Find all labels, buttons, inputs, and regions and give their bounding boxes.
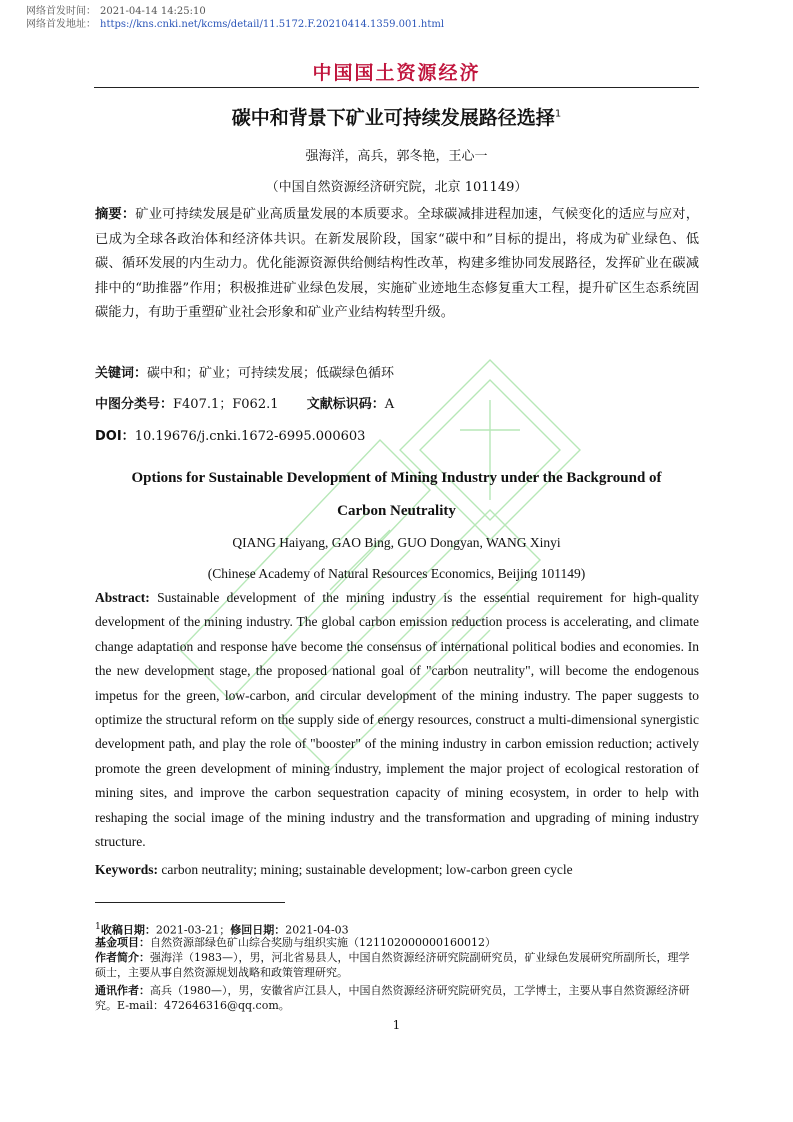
- title-footnote-mark: 1: [554, 108, 562, 120]
- doi-value: 10.19676/j.cnki.1672-6995.000603: [134, 429, 366, 444]
- author-bio-label: 作者简介：: [95, 951, 150, 964]
- affiliation-cn: （中国自然资源经济研究院，北京 101149）: [265, 180, 528, 195]
- abstract-cn-text: 矿业可持续发展是矿业高质量发展的本质要求。全球碳减排进程加速，气候变化的适应与应对，已成为全球各政治体和经济体共识。在新发展阶段，国家“碳中和”目标的提出，将成为矿业绿色、低碳、循环发展的内生动力。优化能源资源供给侧结构性改革，构建多维协同发展路径，发挥矿业在碳减排中的“助推器”作用；积极推进矿业绿色发展，实施矿业迹地生态修复重大工程，提升矿区生态系统固碳能力，有助于重塑矿业社会形象和矿业产业结构转型升级。: [95, 207, 700, 320]
- received-label: 收稿日期：: [100, 923, 156, 937]
- keywords-cn-label: 关键词：: [95, 366, 148, 381]
- abstract-en: [95, 586, 699, 854]
- publish-time-label: 网络首发时间：: [26, 6, 96, 17]
- corr-label: 通讯作者：: [95, 984, 150, 997]
- corr-value: 高兵（1980—），男，安徽省庐江县人，中国自然资源经济研究院研究员，工学博士，主要从事自然资源经济研究。E-mail：472646316@qq.com。: [95, 984, 690, 1012]
- fund-value: 自然资源部绿色矿山综合奖励与组织实施（121102000000160012）: [150, 936, 496, 949]
- affiliation-en: (Chinese Academy of Natural Resources Economics, Beijing 101149): [207, 566, 586, 581]
- doc-code-value: A: [384, 397, 395, 412]
- publish-time-value: 2021-04-14 14:25:10: [100, 6, 206, 17]
- footnote-corresponding: [95, 984, 700, 1013]
- abstract-en-label: Abstract:: [95, 590, 150, 605]
- publish-url: [26, 18, 444, 31]
- abstract-cn-label: 摘要：: [95, 207, 136, 222]
- footnote-fund: [95, 936, 700, 951]
- en-title-line2: Carbon Neutrality: [337, 503, 456, 519]
- footnote-mark: 1: [95, 921, 101, 932]
- clc-value: F407.1；F062.1: [173, 397, 279, 412]
- en-title-line1: Options for Sustainable Development of Mining Industry under the Background of: [131, 470, 662, 486]
- revised-value: 2021-04-03: [285, 923, 349, 937]
- doi-line: [95, 425, 365, 444]
- keywords-en-text: carbon neutrality; mining; sustainable development; low-carbon green cycle: [161, 862, 573, 877]
- footnote-author: [95, 951, 700, 980]
- fund-label: 基金项目：: [95, 936, 150, 949]
- page-number: 1: [392, 1018, 401, 1032]
- keywords-cn-text: 碳中和；矿业；可持续发展；低碳绿色循环: [147, 366, 395, 381]
- footnote-divider: [95, 902, 285, 903]
- publish-time: [26, 5, 206, 18]
- classification-line: [95, 393, 394, 412]
- publish-url-link[interactable]: https://kns.cnki.net/kcms/detail/11.5172.F.20210414.1359.001.html: [100, 19, 445, 30]
- doc-code-label: 文献标识码：: [306, 397, 385, 412]
- header-divider: [94, 87, 699, 88]
- paper-title-text: 碳中和背景下矿业可持续发展路径选择: [231, 107, 555, 129]
- journal-name: 中国国土资源经济: [312, 62, 481, 84]
- publish-url-label: 网络首发地址：: [26, 19, 96, 30]
- keywords-en: [95, 862, 573, 878]
- paper-title: [0, 103, 793, 130]
- keywords-en-label: Keywords:: [95, 862, 158, 877]
- received-value: 2021-03-21；: [155, 923, 231, 937]
- abstract-cn: [95, 203, 699, 326]
- keywords-cn: [95, 362, 394, 381]
- author-bio-value: 强海洋（1983—），男，河北省易县人，中国自然资源经济研究院副研究员，矿业绿色发展研究所副所长，理学硕士，主要从事自然资源规划战略和政策管理研究。: [95, 951, 690, 979]
- authors-en: QIANG Haiyang, GAO Bing, GUO Dongyan, WANG Xinyi: [232, 535, 561, 550]
- authors-cn: 强海洋，高兵，郭冬艳，王心一: [305, 149, 488, 164]
- abstract-en-text: Sustainable development of the mining industry is the essential requirement for high-quality development of the mining industry. The global carbon emission reduction process is accelerating, and climate change adaptation and response have become the consensus of international political bodies and economies. In the new development stage, the proposed national goal of "carbon neutrality", will become the endogenous impetus for the green, low-carbon, and circular development of the mining industry. The paper suggests to optimize the structural reform on the supply side of energy resources, construct a multi-dimensional synergistic development path, and play the role of "booster" of the mining industry in carbon emission reduction; actively promote the green development of mining industry, implement the major project of ecological restoration of mining sites, and improve the carbon sequestration capacity of mining ecosystem, in order to help with reshaping the social image of the mining industry and the transformation and upgrading of mining industry structure.: [95, 590, 699, 850]
- doi-label: DOI：: [95, 429, 135, 444]
- revised-label: 修回日期：: [230, 923, 286, 937]
- clc-label: 中图分类号：: [95, 397, 174, 412]
